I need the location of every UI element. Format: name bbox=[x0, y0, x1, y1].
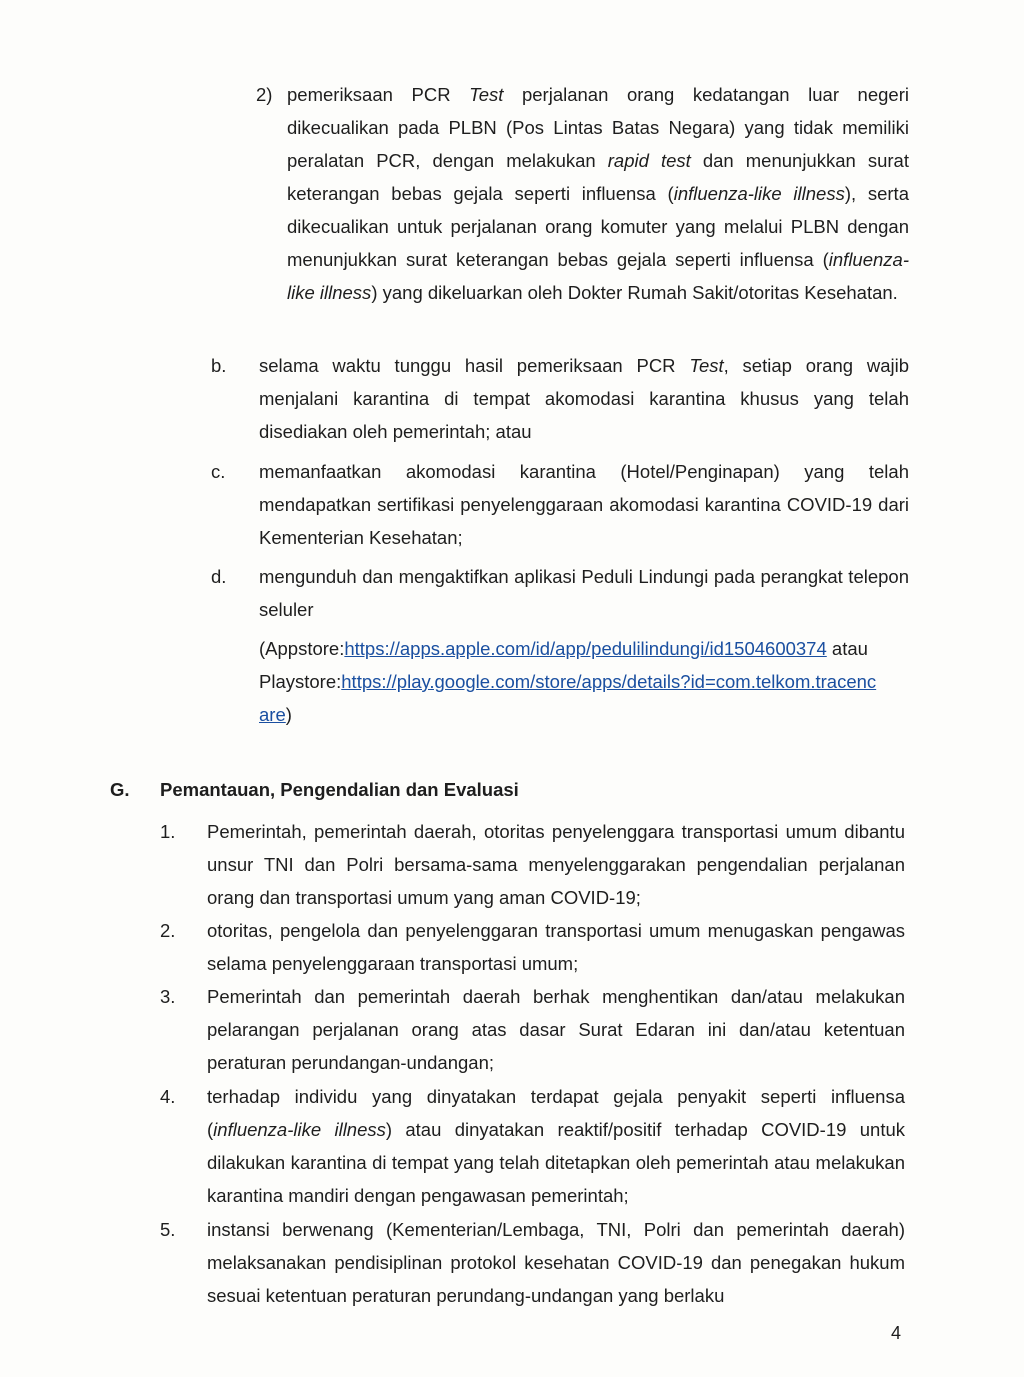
text: terhadap individu yang dinyatakan terdapat gejala penyakit seperti influensa ( bbox=[207, 1086, 905, 1140]
italic-text: influenza-like illness bbox=[287, 249, 909, 303]
g-item-4-text bbox=[207, 1080, 905, 1212]
paragraph-item-c: memanfaatkan akomodasi karantina (Hotel/Penginapan) yang telah mendapatkan sertifikasi penyelenggaraan akomodasi karantina COVID-19 dari Kementerian Kesehatan; bbox=[259, 461, 909, 548]
list-item-c bbox=[259, 455, 909, 554]
playstore-prefix: Playstore: bbox=[259, 671, 342, 692]
list-item-2 bbox=[287, 78, 909, 309]
list-marker-d: d. bbox=[211, 566, 227, 587]
playstore-link[interactable]: https://play.google.com/store/apps/details?id=com.telkom.tracenc bbox=[341, 671, 877, 692]
list-marker-2: 2) bbox=[256, 84, 273, 105]
g-item-2 bbox=[207, 914, 905, 980]
g-item-4 bbox=[207, 1080, 905, 1212]
section-g-title: Pemantauan, Pengendalian dan Evaluasi bbox=[160, 779, 519, 800]
g-marker-4: 4. bbox=[160, 1086, 176, 1107]
paragraph-item-2 bbox=[287, 78, 909, 309]
g-marker-5: 5. bbox=[160, 1219, 176, 1240]
g-marker-3: 3. bbox=[160, 986, 176, 1007]
list-marker-b: b. bbox=[211, 355, 227, 376]
playstore-line-2 bbox=[259, 698, 909, 731]
text: pemeriksaan PCR bbox=[287, 84, 470, 105]
g-item-5-text: instansi berwenang (Kementerian/Lembaga, TNI, Polri dan pemerintah daerah) melaksanakan pendisiplinan protokol kesehatan COVID-19 dan penegakan hukum sesuai ketentuan peraturan perundang-undangan yang berlaku bbox=[207, 1219, 905, 1306]
text: ) bbox=[285, 704, 292, 725]
text: selama waktu tunggu hasil pemeriksaan PCR bbox=[259, 355, 690, 376]
appstore-link[interactable]: https://apps.apple.com/id/app/pedulilindungi/id1504600374 bbox=[344, 638, 827, 659]
g-item-5 bbox=[207, 1213, 905, 1312]
appstore-prefix: (Appstore: bbox=[259, 638, 345, 659]
g-item-3 bbox=[207, 980, 905, 1079]
paragraph-item-b bbox=[259, 349, 909, 448]
g-item-2-text: otoritas, pengelola dan penyelenggaran transportasi umum menugaskan pengawas selama penyelenggaraan transportasi umum; bbox=[207, 920, 905, 974]
text: dan menunjukkan surat keterangan bebas gejala seperti influensa ( bbox=[287, 150, 909, 204]
italic-text: Test bbox=[469, 84, 504, 105]
g-item-1 bbox=[207, 815, 905, 914]
app-links bbox=[259, 632, 909, 731]
appstore-line bbox=[259, 632, 909, 665]
playstore-line bbox=[259, 665, 909, 698]
list-item-d bbox=[259, 560, 909, 731]
g-item-3-text: Pemerintah dan pemerintah daerah berhak menghentikan dan/atau melakukan pelarangan perjalanan orang atas dasar Surat Edaran ini dan/atau ketentuan peraturan perundangan-undangan; bbox=[207, 986, 905, 1073]
text: ) atau dinyatakan reaktif/positif terhadap COVID-19 untuk dilakukan karantina di tempat yang telah ditetapkan oleh pemerintah atau melakukan karantina mandiri dengan pengawasan pemerintah; bbox=[207, 1119, 905, 1206]
list-item-b bbox=[259, 349, 909, 448]
italic-text: influenza-like illness bbox=[673, 183, 845, 204]
text: , setiap orang wajib menjalani karantina di tempat akomodasi karantina khusus yang telah disediakan oleh pemerintah; atau bbox=[259, 355, 909, 442]
text: atau bbox=[826, 638, 868, 659]
text: ) yang dikeluarkan oleh Dokter Rumah Sakit/otoritas Kesehatan. bbox=[371, 282, 898, 303]
italic-text: Test bbox=[689, 355, 724, 376]
section-g-marker: G. bbox=[110, 779, 130, 800]
g-marker-1: 1. bbox=[160, 821, 176, 842]
g-marker-2: 2. bbox=[160, 920, 176, 941]
page-number: 4 bbox=[891, 1323, 902, 1343]
text: ), serta dikecualikan untuk perjalanan orang komuter yang melalui PLBN dengan menunjukkan surat keterangan bebas gejala seperti influensa ( bbox=[287, 183, 909, 270]
italic-text: rapid test bbox=[607, 150, 691, 171]
italic-text: influenza-like illness bbox=[213, 1119, 386, 1140]
playstore-link-continued[interactable]: are bbox=[259, 704, 286, 725]
g-item-1-text: Pemerintah, pemerintah daerah, otoritas penyelenggara transportasi umum dibantu unsur TNI dan Polri bersama-sama menyelenggarakan pengendalian perjalanan orang dan transportasi umum yang aman COVID-19; bbox=[207, 821, 905, 908]
text: perjalanan orang kedatangan luar negeri dikecualikan pada PLBN (Pos Lintas Batas Negara) yang tidak memiliki peralatan PCR, dengan melakukan bbox=[287, 84, 909, 171]
paragraph-item-d: mengunduh dan mengaktifkan aplikasi Peduli Lindungi pada perangkat telepon seluler bbox=[259, 566, 909, 620]
list-marker-c: c. bbox=[211, 461, 226, 482]
